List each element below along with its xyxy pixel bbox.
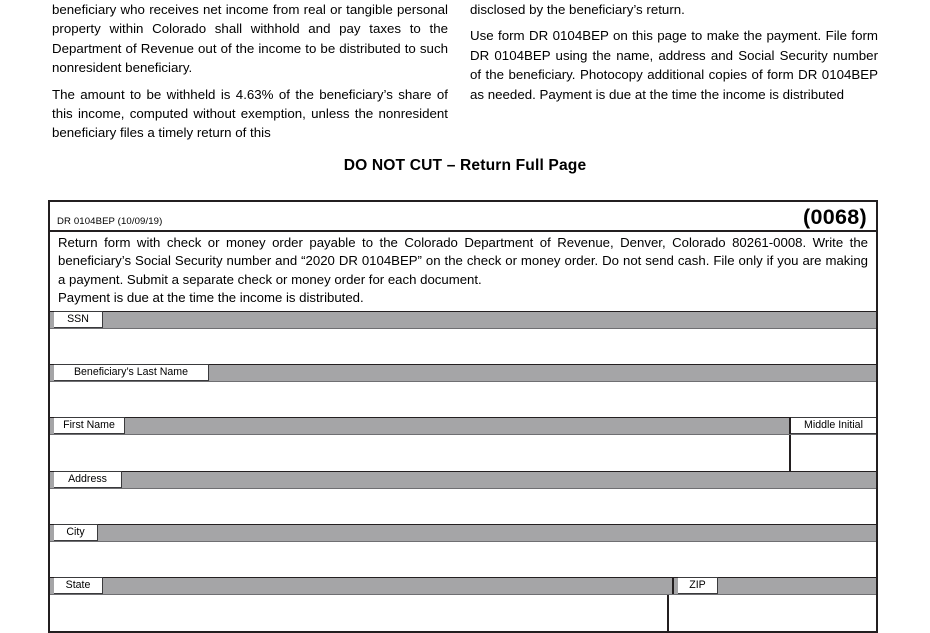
address-input[interactable] xyxy=(50,489,876,524)
intro-paragraph: Use form DR 0104BEP on this page to make the payment. File form DR 0104BEP using the name, address and Social Security number of the beneficiary. Photocopy additional copies of form DR 0104BEP as needed. Payment is due at the time the income is distributed xyxy=(470,28,878,102)
form-header xyxy=(50,202,876,232)
first-name-label-row xyxy=(50,418,876,435)
first-name-input[interactable] xyxy=(50,435,789,471)
do-not-cut-banner: DO NOT CUT – Return Full Page xyxy=(343,157,587,174)
first-name-label: First Name xyxy=(54,417,125,434)
state-zip-divider xyxy=(672,578,674,594)
first-name-input-row[interactable] xyxy=(50,435,876,472)
form-number: DR 0104BEP (10/09/19) xyxy=(57,216,163,227)
ssn-input-row[interactable] xyxy=(50,329,876,365)
intro-paragraph: disclosed by the beneficiary’s return. xyxy=(470,2,685,17)
form-instruction-paragraph: Payment is due at the time the income is distributed. xyxy=(58,290,364,306)
state-label: State xyxy=(54,577,103,594)
address-label-row xyxy=(50,472,876,489)
ssn-input[interactable] xyxy=(50,329,876,364)
ssn-label-filler xyxy=(103,312,876,328)
intro-column-left xyxy=(0,0,470,143)
state-label-filler xyxy=(103,578,672,594)
address-label-filler xyxy=(122,472,876,488)
form-instruction-paragraph: Return form with check or money order payable to the Colorado Department of Revenue, Denver, Colorado 80261-0008. Write the beneficiary’s Social Security number and “2020 DR 0104BEP” on the check or money order. Do not send cash. File only if you are making a payment. Submit a separate check or money order for each document. xyxy=(58,235,868,287)
dr0104bep-form xyxy=(48,200,878,633)
last-name-input[interactable] xyxy=(50,382,876,417)
intro-paragraph: The amount to be withheld is 4.63% of the beneficiary’s share of this income, computed without exemption, unless the nonresident beneficiary files a timely return of this xyxy=(52,86,448,141)
city-input-row[interactable] xyxy=(50,542,876,578)
intro-text-block xyxy=(0,0,930,143)
ssn-label-row xyxy=(50,312,876,329)
last-name-input-row[interactable] xyxy=(50,382,876,418)
zip-label: ZIP xyxy=(678,577,718,594)
ssn-label: SSN xyxy=(54,311,103,328)
form-code: (0068) xyxy=(803,205,867,229)
intro-column-right xyxy=(470,0,930,143)
city-input[interactable] xyxy=(50,542,876,577)
middle-initial-input[interactable] xyxy=(789,435,876,471)
state-label-row xyxy=(50,578,876,595)
city-label-filler xyxy=(98,525,876,541)
middle-initial-label: Middle Initial xyxy=(791,417,876,434)
last-name-label-filler xyxy=(209,365,876,381)
zip-label-filler xyxy=(718,578,876,594)
first-name-label-filler xyxy=(125,418,789,434)
city-label: City xyxy=(54,524,98,541)
last-name-label-row xyxy=(50,365,876,382)
address-label: Address xyxy=(54,471,122,488)
last-name-label: Beneficiary’s Last Name xyxy=(54,364,209,381)
form-instructions xyxy=(50,232,876,312)
city-label-row xyxy=(50,525,876,542)
address-input-row[interactable] xyxy=(50,489,876,525)
zip-input[interactable] xyxy=(667,595,876,631)
state-input-row[interactable] xyxy=(50,595,876,631)
intro-paragraph: beneficiary who receives net income from real or tangible personal property within Colorado shall withhold and pay taxes to the Department of Revenue out of the income to be distributed to such nonresident beneficiary. xyxy=(52,2,448,76)
state-input[interactable] xyxy=(50,595,667,631)
